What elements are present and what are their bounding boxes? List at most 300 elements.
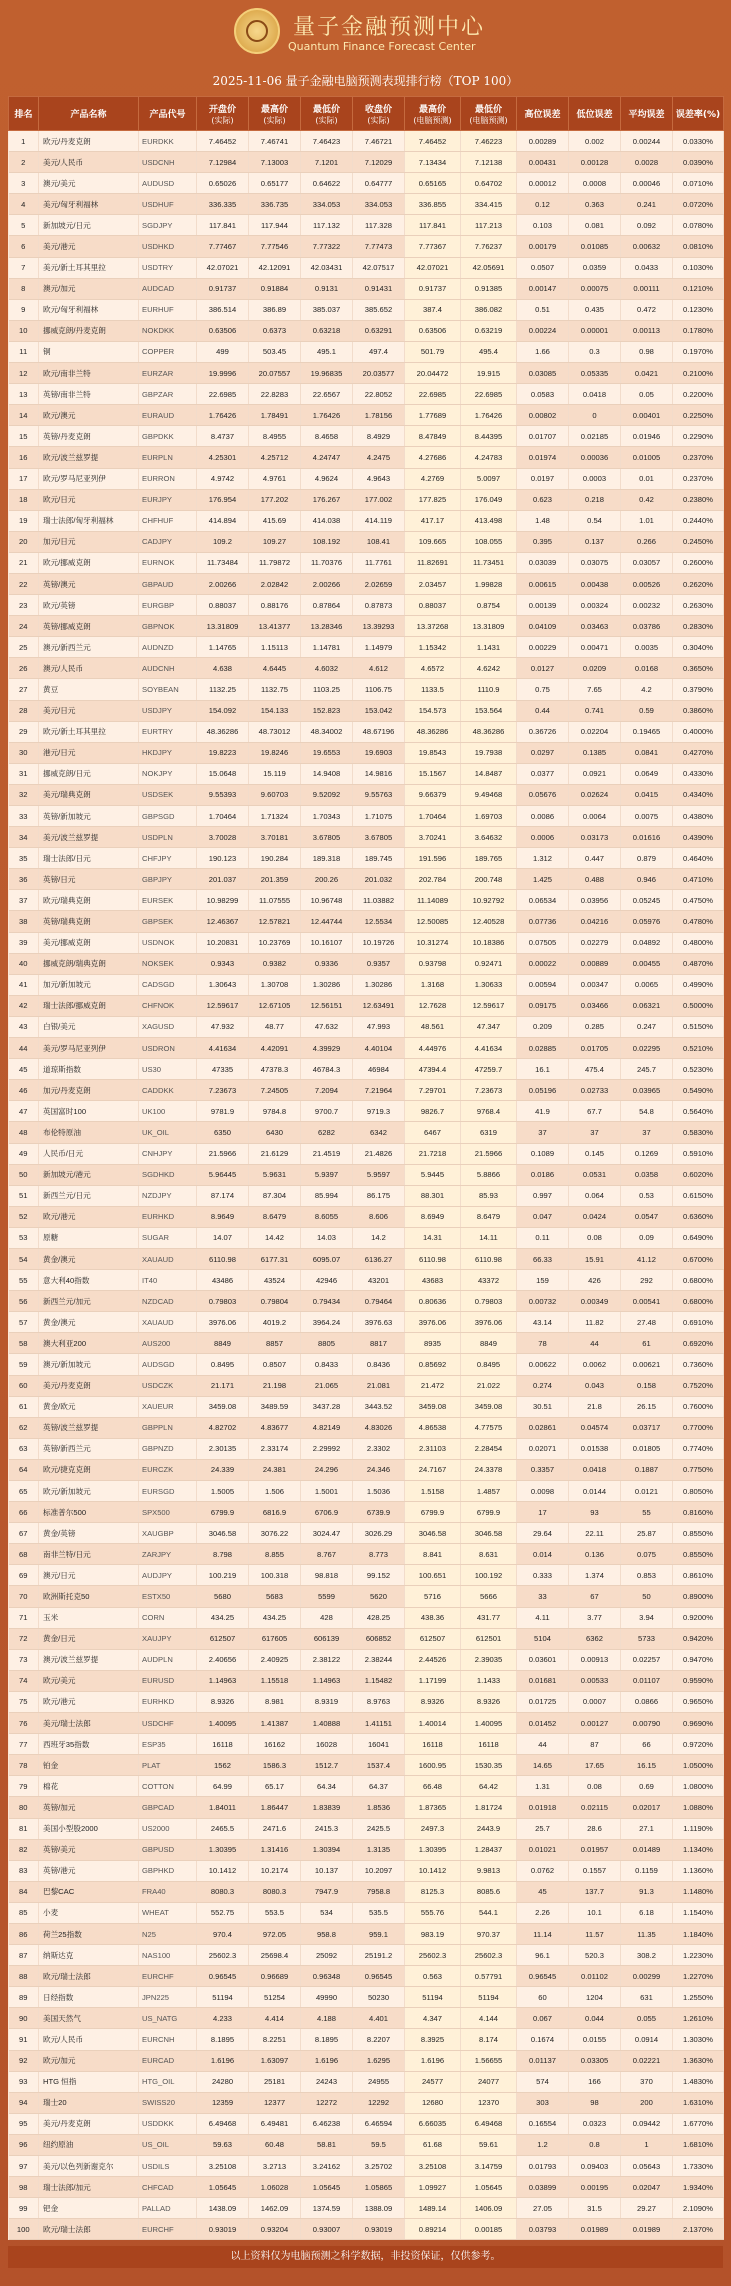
- value-cell: 21.022: [461, 1375, 517, 1396]
- product-code-cell: SUGAR: [139, 1227, 197, 1248]
- rank-cell: 17: [9, 468, 39, 489]
- page-subtitle: 2025-11-06 量子金融电脑预测表现排行榜（TOP 100）: [212, 74, 519, 88]
- value-cell: 6.46238: [301, 2113, 353, 2134]
- rank-cell: 52: [9, 1206, 39, 1227]
- value-cell: 0.79434: [301, 1291, 353, 1312]
- value-cell: 0.87864: [301, 595, 353, 616]
- value-cell: 1.374: [569, 1565, 621, 1586]
- product-code-cell: NOKDKK: [139, 320, 197, 341]
- value-cell: 0.5210%: [673, 1038, 724, 1059]
- value-cell: 189.765: [461, 848, 517, 869]
- value-cell: 14.8487: [461, 763, 517, 784]
- value-cell: 0.00111: [621, 278, 673, 299]
- rank-cell: 92: [9, 2050, 39, 2071]
- value-cell: 0.8900%: [673, 1586, 724, 1607]
- value-cell: 5666: [461, 1586, 517, 1607]
- product-name-cell: 布伦特原油: [39, 1122, 139, 1143]
- table-row: [9, 1417, 724, 1438]
- value-cell: 42.05691: [461, 257, 517, 278]
- value-cell: 6110.98: [461, 1248, 517, 1269]
- value-cell: 0.00471: [569, 637, 621, 658]
- value-cell: 6110.98: [197, 1248, 249, 1269]
- product-name-cell: 瑞士法郎/日元: [39, 848, 139, 869]
- value-cell: 98.818: [301, 1565, 353, 1586]
- value-cell: 292: [621, 1270, 673, 1291]
- value-cell: 9.9813: [461, 1860, 517, 1881]
- value-cell: 0.00533: [569, 1670, 621, 1691]
- table-row: [9, 2092, 724, 2113]
- table-row: [9, 1818, 724, 1839]
- value-cell: 10.18386: [461, 932, 517, 953]
- value-cell: 1132.25: [197, 679, 249, 700]
- value-cell: 0.0433: [621, 257, 673, 278]
- value-cell: 959.1: [353, 1923, 405, 1944]
- value-cell: 0.75: [517, 679, 569, 700]
- value-cell: 0.01707: [517, 426, 569, 447]
- value-cell: 3.25108: [405, 2156, 461, 2177]
- rank-cell: 33: [9, 806, 39, 827]
- value-cell: 0.002: [569, 131, 621, 152]
- value-cell: 7.46721: [353, 131, 405, 152]
- value-cell: 0.7700%: [673, 1417, 724, 1438]
- value-cell: 0.02221: [621, 2050, 673, 2071]
- product-code-cell: USDDKK: [139, 2113, 197, 2134]
- value-cell: 0.043: [569, 1375, 621, 1396]
- product-name-cell: 欧元/波兰兹罗提: [39, 447, 139, 468]
- product-name-cell: 美元/以色列新谢克尔: [39, 2156, 139, 2177]
- value-cell: 109.27: [249, 531, 301, 552]
- value-cell: 21.4519: [301, 1143, 353, 1164]
- value-cell: 0.03173: [569, 827, 621, 848]
- value-cell: 5.96445: [197, 1164, 249, 1185]
- value-cell: 0.01021: [517, 1839, 569, 1860]
- value-cell: 0.9382: [249, 953, 301, 974]
- value-cell: 24.296: [301, 1459, 353, 1480]
- value-cell: 19.7938: [461, 742, 517, 763]
- product-code-cell: XAUAUD: [139, 1248, 197, 1269]
- product-name-cell: 标准普尔500: [39, 1502, 139, 1523]
- value-cell: 202.784: [405, 869, 461, 890]
- product-code-cell: CADJPY: [139, 531, 197, 552]
- value-cell: 20.04472: [405, 363, 461, 384]
- value-cell: 385.652: [353, 299, 405, 320]
- value-cell: 0.6150%: [673, 1185, 724, 1206]
- rank-cell: 14: [9, 405, 39, 426]
- value-cell: 13.28346: [301, 616, 353, 637]
- column-header-label: 排名: [14, 110, 33, 120]
- logo-icon: [234, 8, 280, 54]
- product-name-cell: 美元/丹麦克朗: [39, 1375, 139, 1396]
- value-cell: 1.05645: [301, 2177, 353, 2198]
- value-cell: 0.01725: [517, 1691, 569, 1712]
- value-cell: 1.06028: [249, 2177, 301, 2198]
- value-cell: 0.6800%: [673, 1270, 724, 1291]
- value-cell: 0.0720%: [673, 194, 724, 215]
- value-cell: 0.4340%: [673, 784, 724, 805]
- value-cell: 1.83839: [301, 1797, 353, 1818]
- column-header-label: 开盘价: [208, 104, 236, 115]
- value-cell: 497.4: [353, 341, 405, 362]
- product-code-cell: USDNOK: [139, 932, 197, 953]
- value-cell: 0.63291: [353, 320, 405, 341]
- product-name-cell: 美国小型股2000: [39, 1818, 139, 1839]
- table-row: [9, 1966, 724, 1987]
- value-cell: 1388.09: [353, 2198, 405, 2219]
- product-name-cell: 美元/罗马尼亚列伊: [39, 1038, 139, 1059]
- value-cell: 520.3: [569, 1945, 621, 1966]
- value-cell: 117.841: [405, 215, 461, 236]
- value-cell: 386.89: [249, 299, 301, 320]
- value-cell: 970.4: [197, 1923, 249, 1944]
- rank-cell: 87: [9, 1945, 39, 1966]
- value-cell: 0.1269: [621, 1143, 673, 1164]
- value-cell: 10.19726: [353, 932, 405, 953]
- value-cell: 10.2097: [353, 1860, 405, 1881]
- product-code-cell: USDPLN: [139, 827, 197, 848]
- value-cell: 21.171: [197, 1375, 249, 1396]
- value-cell: 42.12091: [249, 257, 301, 278]
- rank-cell: 81: [9, 1818, 39, 1839]
- value-cell: 4.233: [197, 2008, 249, 2029]
- value-cell: 61: [621, 1333, 673, 1354]
- value-cell: 0.09403: [569, 2156, 621, 2177]
- value-cell: 3976.06: [461, 1312, 517, 1333]
- value-cell: 0.064: [569, 1185, 621, 1206]
- product-code-cell: US2000: [139, 1818, 197, 1839]
- value-cell: 4.83026: [353, 1417, 405, 1438]
- rank-cell: 28: [9, 700, 39, 721]
- value-cell: 1.14765: [197, 637, 249, 658]
- value-cell: 42.07517: [353, 257, 405, 278]
- page-header: [8, 6, 723, 96]
- value-cell: 4.638: [197, 658, 249, 679]
- value-cell: 12292: [353, 2092, 405, 2113]
- value-cell: 2415.3: [301, 1818, 353, 1839]
- value-cell: 0.9470%: [673, 1649, 724, 1670]
- value-cell: 0.0007: [569, 1691, 621, 1712]
- value-cell: 37: [569, 1122, 621, 1143]
- value-cell: 9.55393: [197, 784, 249, 805]
- value-cell: 4.9624: [301, 468, 353, 489]
- value-cell: 109.2: [197, 531, 249, 552]
- product-code-cell: GBPCAD: [139, 1797, 197, 1818]
- product-name-cell: 澳元/加元: [39, 278, 139, 299]
- value-cell: 0.5830%: [673, 1122, 724, 1143]
- value-cell: 417.17: [405, 510, 461, 531]
- value-cell: 10.1412: [197, 1860, 249, 1881]
- value-cell: 1.3630%: [673, 2050, 724, 2071]
- rank-cell: 59: [9, 1354, 39, 1375]
- value-cell: 24077: [461, 2071, 517, 2092]
- rank-cell: 5: [9, 215, 39, 236]
- column-header-sub: (实际): [263, 115, 286, 125]
- value-cell: 0.274: [517, 1375, 569, 1396]
- value-cell: 0.04574: [569, 1417, 621, 1438]
- product-code-cell: GBPSGD: [139, 806, 197, 827]
- value-cell: 1.99828: [461, 573, 517, 594]
- value-cell: 4.24747: [301, 447, 353, 468]
- value-cell: 0.05676: [517, 784, 569, 805]
- value-cell: 24.7167: [405, 1459, 461, 1480]
- value-cell: 0.0649: [621, 763, 673, 784]
- value-cell: 43486: [197, 1270, 249, 1291]
- value-cell: 2.38122: [301, 1649, 353, 1670]
- value-cell: 3443.52: [353, 1396, 405, 1417]
- value-cell: 0.64777: [353, 173, 405, 194]
- product-code-cell: EURAUD: [139, 405, 197, 426]
- table-row: [9, 1607, 724, 1628]
- value-cell: 336.735: [249, 194, 301, 215]
- table-row: [9, 1713, 724, 1734]
- value-cell: 0.075: [621, 1544, 673, 1565]
- product-code-cell: WHEAT: [139, 1902, 197, 1923]
- value-cell: 7.46452: [405, 131, 461, 152]
- column-header: [461, 97, 517, 131]
- value-cell: 3.70028: [197, 827, 249, 848]
- value-cell: 0.145: [569, 1143, 621, 1164]
- value-cell: 12.44744: [301, 911, 353, 932]
- value-cell: 0.00541: [621, 1291, 673, 1312]
- value-cell: 201.037: [197, 869, 249, 890]
- product-name-cell: 美元/瑞典克朗: [39, 784, 139, 805]
- product-code-cell: GBPUSD: [139, 1839, 197, 1860]
- value-cell: 0.3860%: [673, 700, 724, 721]
- value-cell: 200.748: [461, 869, 517, 890]
- product-code-cell: AUDUSD: [139, 173, 197, 194]
- value-cell: 4.9761: [249, 468, 301, 489]
- value-cell: 552.75: [197, 1902, 249, 1923]
- value-cell: 48.67196: [353, 721, 405, 742]
- value-cell: 190.284: [249, 848, 301, 869]
- value-cell: 41.12: [621, 1248, 673, 1269]
- value-cell: 0.9343: [197, 953, 249, 974]
- table-row: [9, 1628, 724, 1649]
- product-code-cell: CHFCAD: [139, 2177, 197, 2198]
- column-header-sub: (实际): [367, 115, 390, 125]
- value-cell: 574: [517, 2071, 569, 2092]
- product-code-cell: EURPLN: [139, 447, 197, 468]
- value-cell: 0.00621: [621, 1354, 673, 1375]
- product-code-cell: USDHKD: [139, 236, 197, 257]
- value-cell: 200: [621, 2092, 673, 2113]
- value-cell: 0.64622: [301, 173, 353, 194]
- product-code-cell: GBPJPY: [139, 869, 197, 890]
- value-cell: 43.14: [517, 1312, 569, 1333]
- value-cell: 1.09927: [405, 2177, 461, 2198]
- table-row: [9, 1354, 724, 1375]
- table-row: [9, 1523, 724, 1544]
- value-cell: 49990: [301, 1987, 353, 2008]
- value-cell: 7.77322: [301, 236, 353, 257]
- value-cell: 5.9397: [301, 1164, 353, 1185]
- table-row: [9, 489, 724, 510]
- value-cell: 8.1895: [197, 2029, 249, 2050]
- value-cell: 414.119: [353, 510, 405, 531]
- value-cell: 0.0297: [517, 742, 569, 763]
- value-cell: 8.4737: [197, 426, 249, 447]
- value-cell: 33: [517, 1586, 569, 1607]
- value-cell: 21.5966: [197, 1143, 249, 1164]
- value-cell: 1530.35: [461, 1755, 517, 1776]
- product-name-cell: 纳斯达克: [39, 1945, 139, 1966]
- value-cell: 2.02659: [353, 573, 405, 594]
- value-cell: 6430: [249, 1122, 301, 1143]
- table-row: [9, 1227, 724, 1248]
- value-cell: 553.5: [249, 1902, 301, 1923]
- value-cell: 0.8495: [197, 1354, 249, 1375]
- value-cell: 21.5966: [461, 1143, 517, 1164]
- value-cell: 60.48: [249, 2134, 301, 2155]
- value-cell: 0.4870%: [673, 953, 724, 974]
- value-cell: 1103.25: [301, 679, 353, 700]
- value-cell: 1.6196: [301, 2050, 353, 2071]
- table-row: [9, 426, 724, 447]
- value-cell: 16162: [249, 1734, 301, 1755]
- value-cell: 4.2475: [353, 447, 405, 468]
- value-cell: 0.88037: [405, 595, 461, 616]
- table-row: [9, 1776, 724, 1797]
- value-cell: 0.00401: [621, 405, 673, 426]
- value-cell: 6.49468: [461, 2113, 517, 2134]
- column-header-label: 最低价: [474, 104, 502, 115]
- value-cell: 1.30708: [249, 974, 301, 995]
- value-cell: 5683: [249, 1586, 301, 1607]
- column-header-label: 平均误差: [628, 110, 665, 120]
- value-cell: 0.0121: [621, 1481, 673, 1502]
- value-cell: 61.68: [405, 2134, 461, 2155]
- product-code-cell: GBPAUD: [139, 573, 197, 594]
- table-row: [9, 2177, 724, 2198]
- value-cell: 0.8: [569, 2134, 621, 2155]
- column-header-sub: (实际): [315, 115, 338, 125]
- value-cell: 8085.6: [461, 1881, 517, 1902]
- value-cell: 10.1412: [405, 1860, 461, 1881]
- value-cell: 0.96689: [249, 1966, 301, 1987]
- value-cell: 0.4000%: [673, 721, 724, 742]
- value-cell: 0.137: [569, 531, 621, 552]
- rank-cell: 79: [9, 1776, 39, 1797]
- value-cell: 0.00232: [621, 595, 673, 616]
- value-cell: 1.05645: [461, 2177, 517, 2198]
- value-cell: 0.00139: [517, 595, 569, 616]
- value-cell: 0.01957: [569, 1839, 621, 1860]
- value-cell: 48.561: [405, 1016, 461, 1037]
- value-cell: 1.15113: [249, 637, 301, 658]
- value-cell: 1.70464: [405, 806, 461, 827]
- value-cell: 0.01538: [569, 1438, 621, 1459]
- value-cell: 0.01681: [517, 1670, 569, 1691]
- value-cell: 7.46452: [197, 131, 249, 152]
- value-cell: 0.00289: [517, 131, 569, 152]
- value-cell: 16028: [301, 1734, 353, 1755]
- value-cell: 1.2550%: [673, 1987, 724, 2008]
- value-cell: 0.00113: [621, 320, 673, 341]
- rank-cell: 32: [9, 784, 39, 805]
- rank-cell: 26: [9, 658, 39, 679]
- value-cell: 0.5640%: [673, 1101, 724, 1122]
- product-code-cell: EURJPY: [139, 489, 197, 510]
- table-row: [9, 995, 724, 1016]
- value-cell: 41.9: [517, 1101, 569, 1122]
- value-cell: 3.25702: [353, 2156, 405, 2177]
- value-cell: 12.59617: [461, 995, 517, 1016]
- product-name-cell: 英镑/丹麦克朗: [39, 426, 139, 447]
- table-row: [9, 2198, 724, 2219]
- value-cell: 1.2610%: [673, 2008, 724, 2029]
- rank-cell: 56: [9, 1291, 39, 1312]
- value-cell: 1.28437: [461, 1839, 517, 1860]
- product-code-cell: US_NATG: [139, 2008, 197, 2029]
- value-cell: 0.2450%: [673, 531, 724, 552]
- value-cell: 0.8050%: [673, 1481, 724, 1502]
- rank-cell: 57: [9, 1312, 39, 1333]
- value-cell: 0.0359: [569, 257, 621, 278]
- value-cell: 0.00128: [569, 152, 621, 173]
- value-cell: 1.76426: [197, 405, 249, 426]
- value-cell: 3.14759: [461, 2156, 517, 2177]
- value-cell: 12.63491: [353, 995, 405, 1016]
- value-cell: 8.767: [301, 1544, 353, 1565]
- rank-cell: 16: [9, 447, 39, 468]
- table-row: [9, 658, 724, 679]
- value-cell: 0.05643: [621, 2156, 673, 2177]
- value-cell: 47335: [197, 1059, 249, 1080]
- value-cell: 428: [301, 1607, 353, 1628]
- value-cell: 4.82702: [197, 1417, 249, 1438]
- value-cell: 5.9631: [249, 1164, 301, 1185]
- value-cell: 0.241: [621, 194, 673, 215]
- value-cell: 0.285: [569, 1016, 621, 1037]
- value-cell: 1.30395: [405, 1839, 461, 1860]
- value-cell: 0.3040%: [673, 637, 724, 658]
- value-cell: 4.2769: [405, 468, 461, 489]
- value-cell: 5104: [517, 1628, 569, 1649]
- rank-cell: 29: [9, 721, 39, 742]
- value-cell: 0.01918: [517, 1797, 569, 1818]
- value-cell: 117.841: [197, 215, 249, 236]
- value-cell: 1.425: [517, 869, 569, 890]
- value-cell: 0.03039: [517, 552, 569, 573]
- value-cell: 16118: [197, 1734, 249, 1755]
- product-name-cell: 澳元/美元: [39, 173, 139, 194]
- rank-cell: 6: [9, 236, 39, 257]
- value-cell: 2.31103: [405, 1438, 461, 1459]
- value-cell: 0.02257: [621, 1649, 673, 1670]
- value-cell: 4.41634: [197, 1038, 249, 1059]
- value-cell: 0.4270%: [673, 742, 724, 763]
- product-name-cell: 英镑/新西兰元: [39, 1438, 139, 1459]
- product-name-cell: 欧元/新加坡元: [39, 1481, 139, 1502]
- value-cell: 2.28454: [461, 1438, 517, 1459]
- value-cell: 1.7330%: [673, 2156, 724, 2177]
- value-cell: 1.30286: [353, 974, 405, 995]
- value-cell: 117.328: [353, 215, 405, 236]
- value-cell: 154.133: [249, 700, 301, 721]
- value-cell: 0.0006: [517, 827, 569, 848]
- table-row: [9, 236, 724, 257]
- value-cell: 153.564: [461, 700, 517, 721]
- value-cell: 1.17199: [405, 1670, 461, 1691]
- value-cell: 0.01452: [517, 1713, 569, 1734]
- product-name-cell: 欧元/港元: [39, 1691, 139, 1712]
- value-cell: 9781.9: [197, 1101, 249, 1122]
- rank-cell: 91: [9, 2029, 39, 2050]
- rank-cell: 66: [9, 1502, 39, 1523]
- value-cell: 3437.28: [301, 1396, 353, 1417]
- value-cell: 11.82: [569, 1312, 621, 1333]
- value-cell: 0.01805: [621, 1438, 673, 1459]
- product-name-cell: 钯金: [39, 2198, 139, 2219]
